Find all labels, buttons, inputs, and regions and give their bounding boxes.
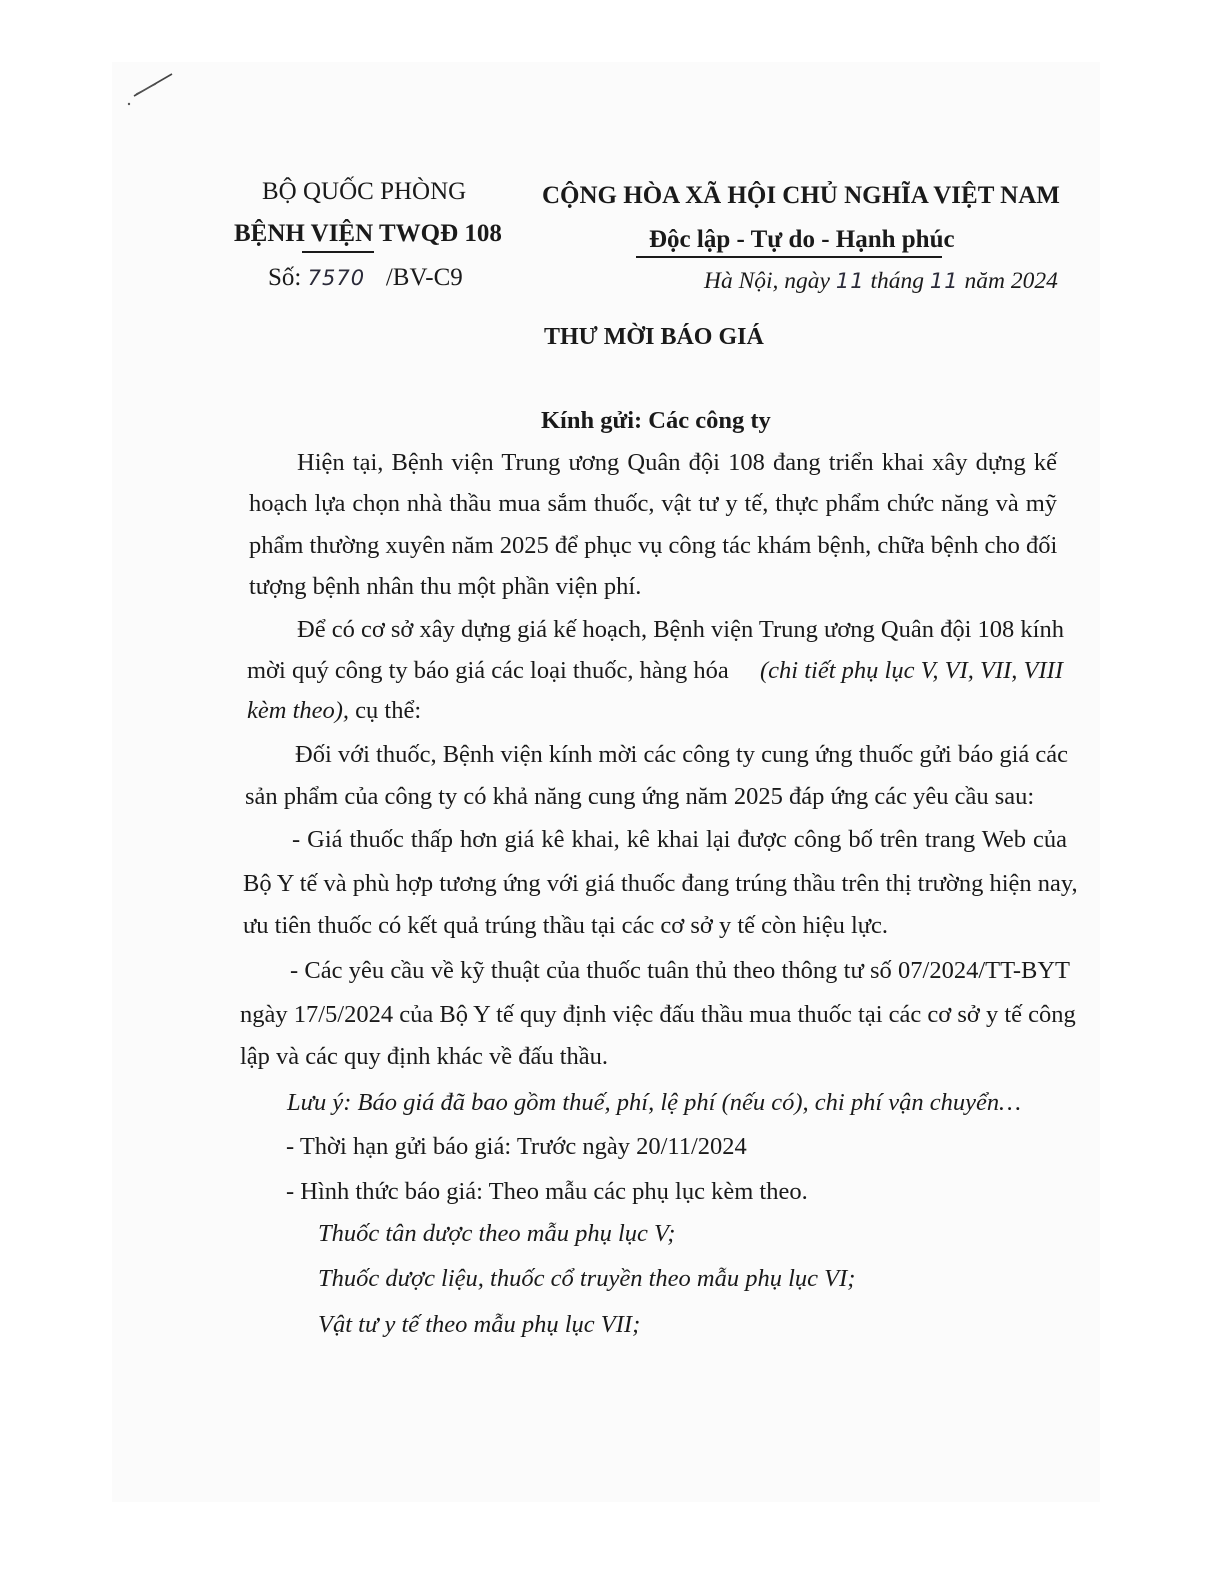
paragraph-2-plain: mời quý công ty báo giá các loại thuốc, hàng hóa (247, 657, 729, 684)
paragraph-1-line: phẩm thường xuyên năm 2025 để phục vụ công tác khám bệnh, chữa bệnh cho đối (249, 532, 1058, 559)
handwritten-number: 7570 (307, 266, 366, 290)
paragraph-2-line (247, 697, 421, 725)
appendix-item: Vật tư y tế theo mẫu phụ lục VII; (318, 1311, 641, 1338)
ministry-name: BỘ QUỐC PHÒNG (262, 178, 467, 205)
document-title: THƯ MỜI BÁO GIÁ (544, 324, 764, 350)
number-prefix: Số: (268, 264, 302, 291)
paragraph-3-line: sản phẩm của công ty có khả năng cung ứng năm 2025 đáp ứng các yêu cầu sau: (245, 783, 1035, 810)
paragraph-1-line: Hiện tại, Bệnh viện Trung ương Quân đội 108 đang triển khai xây dựng kế (297, 449, 1057, 476)
country-name: CỘNG HÒA XÃ HỘI CHỦ NGHĨA VIỆT NAM (542, 182, 1060, 209)
paragraph-2-plain: cụ thể: (355, 697, 422, 724)
paragraph-3-line: Đối với thuốc, Bệnh viện kính mời các công ty cung ứng thuốc gửi báo giá các (295, 741, 1068, 768)
paragraph-2-italic: (chi tiết phụ lục V, VI, VII, VIII (760, 657, 1063, 684)
paragraph-1-line: tượng bệnh nhân thu một phần viện phí. (249, 573, 642, 600)
hospital-underline (302, 251, 374, 253)
appendix-item: Thuốc dược liệu, thuốc cổ truyền theo mẫu phụ lục VI; (318, 1265, 856, 1292)
paragraph-2-line (247, 657, 1063, 685)
handwritten-day: 11 (835, 269, 865, 293)
salutation: Kính gửi: Các công ty (541, 407, 771, 434)
month-word: tháng (870, 268, 924, 294)
form-line: - Hình thức báo giá: Theo mẫu các phụ lục kèm theo. (286, 1178, 808, 1205)
date-line (704, 268, 1058, 295)
motto-underline (636, 256, 942, 258)
appendix-item: Thuốc tân dược theo mẫu phụ lục V; (318, 1220, 676, 1247)
national-motto: Độc lập - Tự do - Hạnh phúc (649, 226, 955, 253)
paragraph-2-italic: kèm theo), (247, 697, 350, 724)
requirement-2-line: lập và các quy định khác về đấu thầu. (240, 1043, 609, 1070)
requirement-1-line: ưu tiên thuốc có kết quả trúng thầu tại các cơ sở y tế còn hiệu lực. (243, 912, 889, 939)
note-line: Lưu ý: Báo giá đã bao gồm thuế, phí, lệ phí (nếu có), chi phí vận chuyển… (287, 1089, 1021, 1116)
requirement-1-line: - Giá thuốc thấp hơn giá kê khai, kê khai lại được công bố trên trang Web của (292, 826, 1067, 853)
requirement-1-line: Bộ Y tế và phù hợp tương ứng với giá thuốc đang trúng thầu trên thị trường hiện nay, (243, 870, 1078, 897)
paragraph-1-line: hoạch lựa chọn nhà thầu mua sắm thuốc, vật tư y tế, thực phẩm chức năng và mỹ (249, 490, 1057, 517)
paragraph-2-line: Để có cơ sở xây dựng giá kế hoạch, Bệnh viện Trung ương Quân đội 108 kính (297, 616, 1064, 643)
year-text: năm 2024 (964, 268, 1058, 294)
requirement-2-line: - Các yêu cầu về kỹ thuật của thuốc tuân thủ theo thông tư số 07/2024/TT-BYT (290, 957, 1070, 984)
handwritten-month: 11 (929, 269, 959, 293)
date-prefix: Hà Nội, ngày (704, 268, 830, 294)
hospital-name: BỆNH VIỆN TWQĐ 108 (234, 220, 502, 247)
requirement-2-line: ngày 17/5/2024 của Bộ Y tế quy định việc đấu thầu mua thuốc tại các cơ sở y tế công (240, 1001, 1076, 1028)
deadline-line: - Thời hạn gửi báo giá: Trước ngày 20/11/2024 (286, 1133, 747, 1160)
document-number (268, 264, 463, 292)
number-suffix: /BV-C9 (385, 264, 463, 291)
pen-stroke-mark (126, 70, 176, 110)
